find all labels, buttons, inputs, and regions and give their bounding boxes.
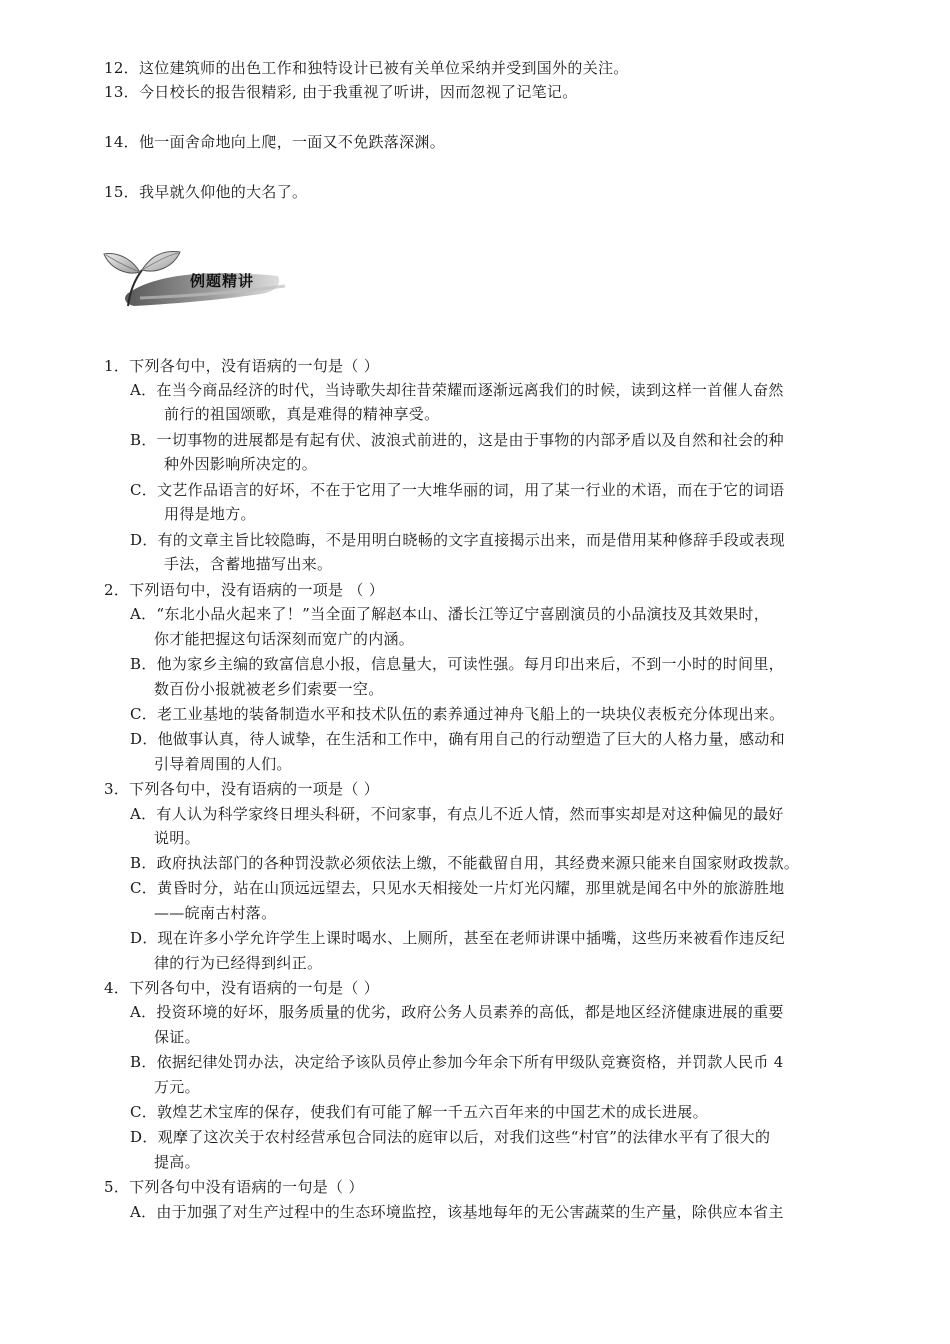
question-2-stem: 2．下列语句中，没有语病的一项是 （ ） <box>104 581 385 599</box>
q4-option-a: A．投资环境的好坏，服务质量的优劣，政府公务人员素养的高低，都是地区经济健康进展的重要 <box>130 1003 784 1021</box>
q2-option-b-cont: 数百份小报就被老乡们索要一空。 <box>154 680 384 698</box>
q1-option-d-cont: 手法，含蓄地描写出来。 <box>164 555 333 573</box>
q1-option-b: B．一切事物的进展都是有起有伏、波浪式前进的，这是由于事物的内部矛盾以及自然和社会的种 <box>130 431 784 449</box>
q1-option-c-cont: 用得是地方。 <box>164 505 256 523</box>
q3-option-d: D．现在许多小学允许学生上课时喝水、上厕所，甚至在老师讲课中插嘴，这些历来被看作违反纪 <box>130 929 785 947</box>
q3-option-b: B．政府执法部门的各种罚没款必须依法上缴，不能截留自用，其经费来源只能来自国家财政拨款。 <box>130 854 800 872</box>
intro-item-15: 15．我早就久仰他的大名了。 <box>104 183 308 201</box>
q2-option-c: C．老工业基地的装备制造水平和技术队伍的素养通过神舟飞船上的一块块仪表板充分体现出来。 <box>130 705 785 723</box>
q3-option-c: C．黄昏时分，站在山顶远远望去，只见水天相接处一片灯光闪耀，那里就是闻名中外的旅游胜地 <box>130 879 785 897</box>
q1-option-a-cont: 前行的祖国颂歌，真是难得的精神享受。 <box>164 405 440 423</box>
q3-option-c-cont: ——皖南古村落。 <box>154 904 277 922</box>
q3-option-a: A．有人认为科学家终日埋头科研，不问家事，有点儿不近人情，然而事实却是对这种偏见的最好 <box>130 805 784 823</box>
q3-option-d-cont: 律的行为已经得到纠正。 <box>154 954 323 972</box>
q4-option-c: C．敦煌艺术宝库的保存，使我们有可能了解一千五六百年来的中国艺术的成长进展。 <box>130 1103 708 1121</box>
q2-option-b: B．他为家乡主编的致富信息小报，信息量大，可读性强。每月印出来后，不到一小时的时间里， <box>130 655 784 673</box>
q1-option-a: A．在当今商品经济的时代，当诗歌失却往昔荣耀而逐渐远离我们的时候，读到这样一首催人奋然 <box>130 381 784 399</box>
q4-option-d: D．观摩了这次关于农村经营承包合同法的庭审以后，对我们这些“村官”的法律水平有了很大的 <box>130 1128 771 1146</box>
q1-option-c: C．文艺作品语言的好坏，不在于它用了一大堆华丽的词，用了某一行业的术语，而在于它的词语 <box>130 481 785 499</box>
question-1-stem: 1．下列各句中，没有语病的一句是（ ） <box>104 357 380 375</box>
q1-option-d: D．有的文章主旨比较隐晦，不是用明白晓畅的文字直接揭示出来，而是借用某种修辞手段或表现 <box>130 531 785 549</box>
section-title: 例题精讲 <box>190 272 255 290</box>
intro-item-13: 13．今日校长的报告很精彩, 由于我重视了听讲，因而忽视了记笔记。 <box>104 83 578 101</box>
question-3-stem: 3．下列各句中，没有语病的一项是（ ） <box>104 780 380 798</box>
question-5-stem: 5．下列各句中没有语病的一句是（ ） <box>104 1178 364 1196</box>
q4-option-b-cont: 万元。 <box>154 1078 200 1096</box>
question-4-stem: 4．下列各句中，没有语病的一句是（ ） <box>104 979 380 997</box>
intro-item-12: 12．这位建筑师的出色工作和独特设计已被有关单位采纳并受到国外的关注。 <box>104 59 629 77</box>
q3-option-a-cont: 说明。 <box>154 829 200 847</box>
q2-option-d: D．他做事认真，待人诚挚，在生活和工作中，确有用自己的行动塑造了巨大的人格力量，感动和 <box>130 730 785 748</box>
q1-option-b-cont: 种外因影响所决定的。 <box>164 455 318 473</box>
q4-option-b: B．依据纪律处罚办法，决定给予该队员停止参加今年余下所有甲级队竞赛资格，并罚款人民币 4 <box>130 1053 784 1071</box>
q2-option-a-cont: 你才能把握这句话深刻而宽广的内涵。 <box>154 630 415 648</box>
q4-option-d-cont: 提高。 <box>154 1153 200 1171</box>
intro-item-14: 14．他一面舍命地向上爬，一面又不免跌落深渊。 <box>104 133 445 151</box>
q2-option-d-cont: 引导着周围的人们。 <box>154 755 292 773</box>
q4-option-a-cont: 保证。 <box>154 1028 200 1046</box>
q2-option-a: A．“东北小品火起来了！”当全面了解赵本山、潘长江等辽宁喜剧演员的小品演技及其效果时， <box>130 605 770 623</box>
q5-option-a: A．由于加强了对生产过程中的生态环境监控，该基地每年的无公害蔬菜的生产量，除供应本省主 <box>130 1203 784 1221</box>
